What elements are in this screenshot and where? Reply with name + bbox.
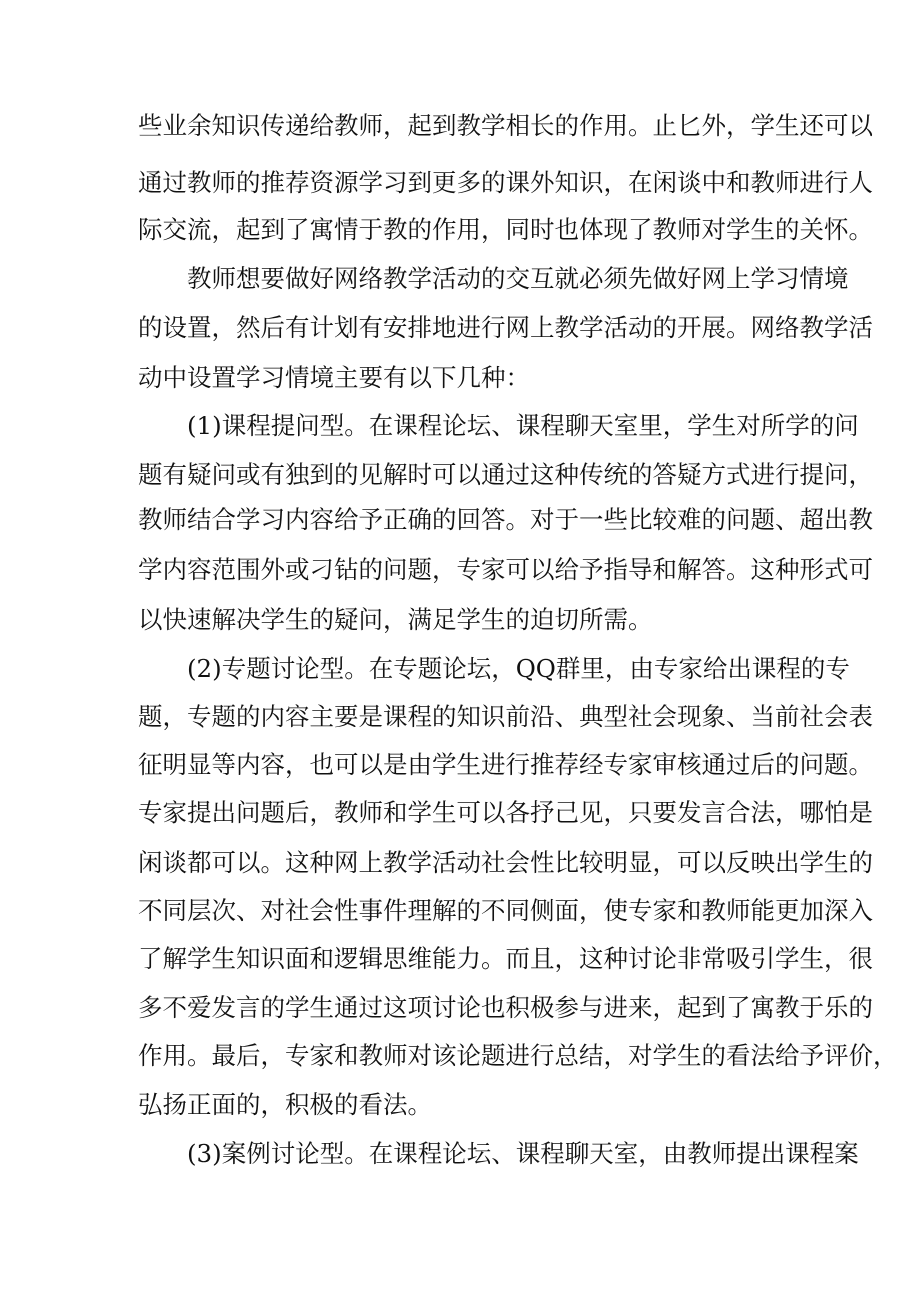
text-line: 些业余知识传递给教师，起到教学相长的作用。止匕外，学生还可以 bbox=[138, 111, 873, 140]
text-line: 闲谈都可以。这种网上教学活动社会性比较明显，可以反映出学生的 bbox=[138, 848, 873, 877]
text-line: 不同层次、对社会性事件理解的不同侧面，使专家和教师能更加深入 bbox=[138, 896, 873, 925]
text-line: 了解学生知识面和逻辑思维能力。而且，这种讨论非常吸引学生，很 bbox=[138, 944, 873, 973]
text-line: 题，专题的内容主要是课程的知识前沿、典型社会现象、当前社会表 bbox=[138, 702, 873, 731]
text-line: 题有疑问或有独到的见解时可以通过这种传统的答疑方式进行提问， bbox=[138, 460, 873, 489]
text-line: 专家提出问题后，教师和学生可以各抒己见，只要发言合法，哪怕是 bbox=[138, 798, 873, 827]
text-line: (1)课程提问型。在课程论坛、课程聊天室里，学生对所学的问 bbox=[187, 411, 859, 440]
text-line: 以快速解决学生的疑问，满足学生的迫切所需。 bbox=[138, 605, 653, 634]
text-line: 的设置，然后有计划有安排地进行网上教学活动的开展。网络教学活 bbox=[138, 313, 873, 342]
text-line: 作用。最后，专家和教师对该论题进行总结，对学生的看法给予评价， bbox=[138, 1041, 898, 1070]
text-line: 际交流，起到了寓情于教的作用，同时也体现了教师对学生的关怀。 bbox=[138, 215, 873, 244]
text-line: (3)案例讨论型。在课程论坛、课程聊天室，由教师提出课程案 bbox=[187, 1139, 859, 1168]
text-line: 学内容范围外或刁钻的问题，专家可以给予指导和解答。这种形式可 bbox=[138, 555, 873, 584]
text-line: 多不爱发言的学生通过这项讨论也积极参与进来，起到了寓教于乐的 bbox=[138, 993, 873, 1022]
text-line: 通过教师的推荐资源学习到更多的课外知识，在闲谈中和教师进行人 bbox=[138, 168, 873, 197]
text-line: 弘扬正面的，积极的看法。 bbox=[138, 1090, 432, 1119]
text-line: 教师结合学习内容给予正确的回答。对于一些比较难的问题、超出教 bbox=[138, 505, 873, 534]
text-line: 征明显等内容，也可以是由学生进行推荐经专家审核通过后的问题。 bbox=[138, 750, 873, 779]
text-line: 动中设置学习情境主要有以下几种： bbox=[138, 363, 530, 392]
text-line: 教师想要做好网络教学活动的交互就必须先做好网上学习情境 bbox=[187, 264, 849, 293]
text-line: (2)专题讨论型。在专题论坛，QQ群里，由专家给出课程的专 bbox=[187, 654, 850, 683]
